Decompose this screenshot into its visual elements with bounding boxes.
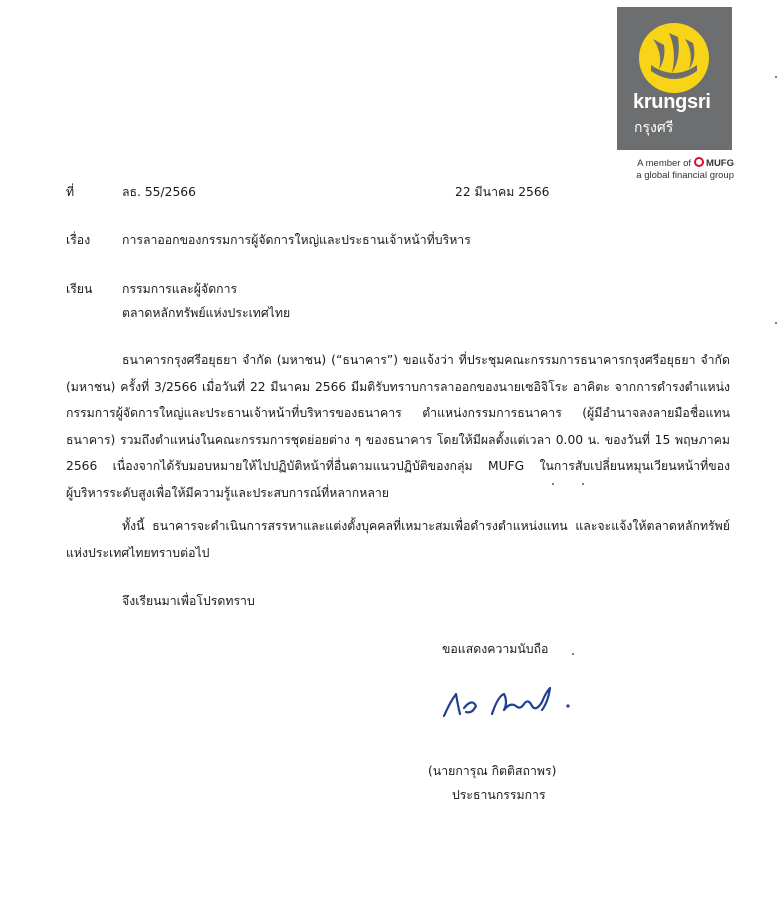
membership-line-1 — [612, 157, 734, 170]
recipient-line-1: กรรมการและผู้จัดการ — [122, 282, 238, 296]
paragraph-line: ผู้บริหารระดับสูงเพื่อให้มีความรู้และประสบการณ์ที่หลากหลาย — [66, 485, 390, 500]
paragraph-line: ธนาคาร) รวมถึงตำแหน่งในคณะกรรมการชุดย่อยต่าง ๆ ของธนาคาร โดยให้มีผลตั้งแต่เวลา 0.00 น. ของวันที่ 15 พฤษภาคม — [66, 432, 730, 447]
ref-label: ที่ — [66, 185, 75, 199]
closing-request: จึงเรียนมาเพื่อโปรดทราบ — [122, 594, 255, 608]
body-paragraph-1 — [66, 347, 730, 506]
signatory-name: (นายการุณ กิตติสถาพร) — [428, 764, 557, 778]
member-prefix: A member of — [637, 158, 692, 169]
paragraph-line: ทั้งนี้ ธนาคารจะดำเนินการสรรหาและแต่งตั้งบุคคลที่เหมาะสมเพื่อดำรงตำแหน่งแทน และจะแจ้งให้ตลาดหลักทรัพย์ — [122, 519, 730, 533]
speck — [572, 653, 574, 655]
paragraph-line: กรรมการผู้จัดการใหญ่และประธานเจ้าหน้าที่บริหารของธนาคาร ตำแหน่งกรรมการธนาคาร (ผู้มีอำนาจลงลายมือชื่อแทน — [66, 406, 730, 420]
regards: ขอแสดงความนับถือ — [442, 642, 549, 656]
subject-value: การลาออกของกรรมการผู้จัดการใหญ่และประธานเจ้าหน้าที่บริหาร — [122, 233, 471, 247]
paragraph-line: 2566 เนื่องจากได้รับมอบหมายให้ไปปฏิบัติหน้าที่อื่นตามแนวปฏิบัติของกลุ่ม MUFG ในการสับเปลี่ยนหมุนเวียนหน้าที่ของ — [66, 459, 730, 473]
body-paragraph-2 — [66, 513, 730, 566]
membership-line-2: a global financial group — [636, 170, 734, 181]
speck — [775, 322, 777, 324]
brand-name-en: krungsri — [633, 91, 711, 113]
recipient-line-2: ตลาดหลักทรัพย์แห่งประเทศไทย — [122, 306, 291, 320]
paragraph-line: (มหาชน) ครั้งที่ 3/2566 เมื่อวันที่ 22 มีนาคม 2566 มีมติรับทราบการลาออกของนายเซอิจิโระ อาคิตะ จากการดำรงตำแหน่ง — [66, 379, 730, 394]
emblem-svg — [639, 23, 709, 93]
speck — [582, 483, 584, 485]
handwritten-signature — [438, 672, 578, 724]
paragraph-line: ธนาคารกรุงศรีอยุธยา จำกัด (มหาชน) (“ธนาคาร”) ขอแจ้งว่า ที่ประชุมคณะกรรมการธนาคารกรุงศรีอยุธยา จำกัด — [122, 353, 730, 367]
krungsri-emblem-icon — [639, 23, 709, 93]
mufg-logo-icon — [694, 157, 704, 167]
ref-value: ลธ. 55/2566 — [122, 185, 196, 199]
subject-label: เรื่อง — [66, 233, 91, 247]
signatory-title: ประธานกรรมการ — [452, 788, 546, 802]
to-label: เรียน — [66, 282, 93, 296]
paragraph-line: แห่งประเทศไทยทราบต่อไป — [66, 545, 210, 560]
speck — [775, 76, 777, 78]
krungsri-logo — [617, 7, 732, 150]
mufg-membership — [612, 157, 734, 182]
speck — [552, 483, 554, 485]
letter-date: 22 มีนาคม 2566 — [455, 185, 550, 199]
brand-name-th: กรุงศรี — [634, 119, 674, 135]
mufg-text: MUFG — [706, 158, 734, 169]
